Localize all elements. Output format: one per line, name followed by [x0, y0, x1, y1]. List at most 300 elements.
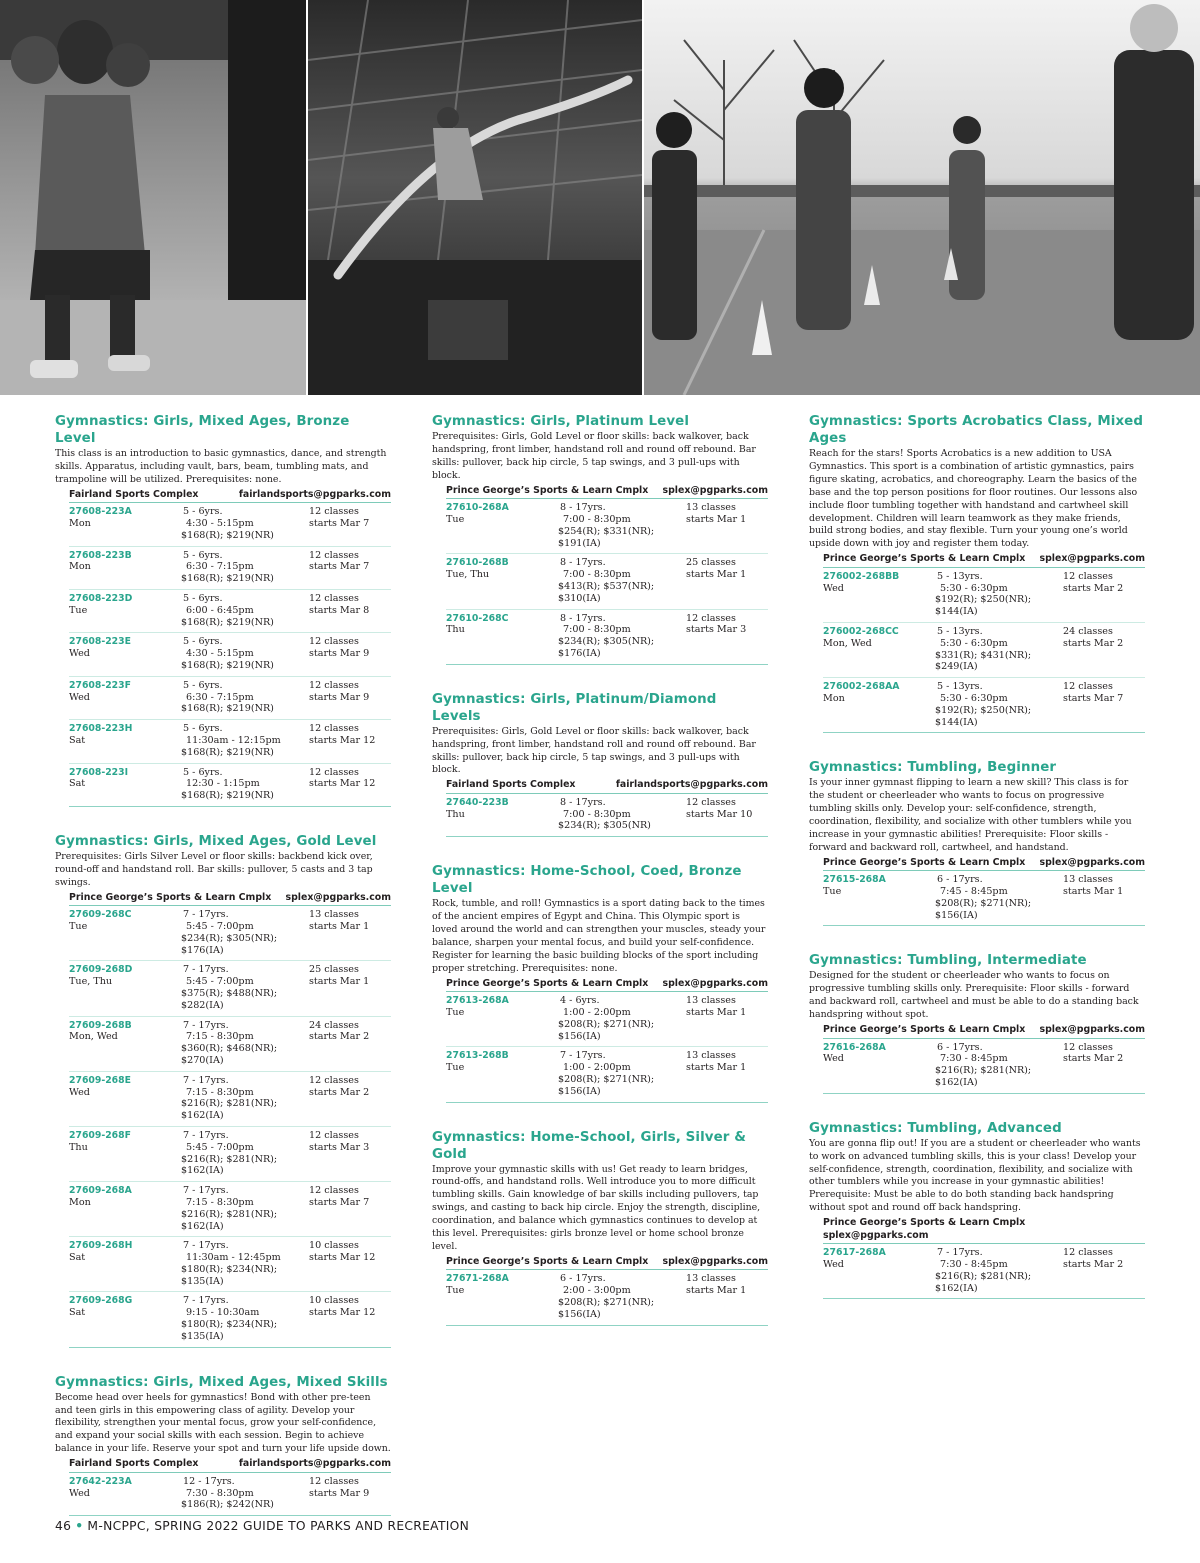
section-description: Prerequisites: Girls Silver Level or floor skills: backbend kick over, round-off and handstand roll. Bar skills: pullover, 5 casts and 3 tap swings.	[55, 850, 373, 888]
course-fee: $360(R); $468(NR); $270(IA)	[181, 1043, 278, 1066]
schedule-row	[69, 677, 391, 720]
course-fee: $192(R); $250(NR); $144(IA)	[935, 594, 1032, 618]
course-id[interactable]: 276002-268BB	[823, 570, 900, 582]
course-days: Tue	[446, 1006, 465, 1018]
photo-boxer	[0, 0, 306, 395]
course-id[interactable]: 27608-223H	[69, 723, 133, 735]
course-id[interactable]: 27609-268A	[69, 1185, 132, 1197]
schedule-row	[823, 1039, 1145, 1093]
course-fee: $168(R); $219(NR)	[181, 746, 274, 758]
course-fee: $186(R); $242(NR)	[181, 1499, 274, 1511]
course-classes: 12 classes	[686, 796, 736, 808]
course-ages: 7 - 17yrs.	[183, 1240, 229, 1252]
schedule-row	[69, 1127, 391, 1182]
course-days: Thu	[69, 1141, 88, 1153]
course-classes: 13 classes	[686, 995, 736, 1007]
course-fee: $208(R); $271(NR); $156(IA)	[558, 1073, 655, 1097]
course-start: starts Mar 3	[686, 624, 747, 636]
row-left	[69, 680, 183, 715]
section-title: Gymnastics: Home-School, Coed, Bronze Level	[432, 864, 742, 897]
row-right	[309, 1075, 391, 1122]
row-right	[686, 995, 768, 1042]
course-fee: $208(R); $271(NR); $156(IA)	[558, 1018, 655, 1042]
page-footer	[55, 1519, 469, 1533]
location-name: Prince George’s Sports & Learn Cmplx	[69, 891, 272, 903]
course-section	[809, 759, 1145, 926]
course-ages: 5 - 6yrs.	[183, 549, 223, 561]
section-description: Prerequisites: Girls, Gold Level or floor skills: back walkover, back handspring, front limber, handstand roll and round off rebound. Bar skills: pullover, back hip circle, 5 tap swings, and 3 pull-ups with block.	[432, 725, 756, 776]
course-ages: 7 - 17yrs.	[183, 1129, 229, 1141]
course-classes: 24 classes	[1063, 625, 1113, 637]
location-header	[446, 1256, 768, 1271]
row-left	[446, 1050, 560, 1097]
row-middle	[183, 1130, 309, 1177]
course-id[interactable]: 27608-223A	[69, 506, 132, 518]
course-start: starts Mar 1	[686, 1285, 747, 1297]
course-classes: 12 classes	[686, 612, 736, 624]
course-time: 4:30 - 5:15pm	[186, 648, 254, 660]
location-contact: splex@pgparks.com	[1039, 856, 1145, 868]
row-right	[309, 767, 391, 802]
row-right	[309, 723, 391, 758]
course-id[interactable]: 27610-268A	[446, 502, 509, 514]
course-days: Thu	[446, 808, 465, 820]
course-classes: 12 classes	[309, 723, 359, 735]
course-fee: $208(R); $271(NR); $156(IA)	[935, 897, 1032, 921]
row-left	[823, 1247, 937, 1294]
course-ages: 7 - 17yrs.	[183, 1185, 229, 1197]
course-id[interactable]: 27640-223B	[446, 796, 509, 808]
course-start: starts Mar 2	[1063, 1053, 1124, 1065]
location-header	[823, 1217, 1145, 1244]
row-left	[823, 626, 937, 673]
schedule-row	[69, 906, 391, 961]
row-middle	[183, 723, 309, 758]
course-id[interactable]: 27609-268D	[69, 964, 133, 976]
course-ages: 5 - 13yrs.	[937, 625, 983, 637]
course-start: starts Mar 8	[309, 604, 370, 616]
course-id[interactable]: 27609-268H	[69, 1240, 133, 1252]
course-ages: 5 - 6yrs.	[183, 723, 223, 735]
course-id[interactable]: 27610-268C	[446, 612, 509, 624]
row-left	[823, 874, 937, 921]
course-start: starts Mar 7	[309, 561, 370, 573]
row-middle	[560, 557, 686, 604]
course-start: starts Mar 12	[309, 1252, 376, 1264]
row-right	[1063, 1247, 1145, 1294]
course-days: Wed	[823, 1258, 844, 1270]
row-right	[309, 550, 391, 585]
row-right	[309, 636, 391, 671]
row-right	[309, 1240, 391, 1287]
course-id[interactable]: 27608-223D	[69, 593, 133, 604]
schedule-row	[69, 503, 391, 546]
schedule-row	[823, 623, 1145, 678]
row-middle	[183, 964, 309, 1011]
course-fee: $216(R); $281(NR); $162(IA)	[181, 1098, 278, 1122]
course-classes: 12 classes	[309, 1129, 359, 1141]
course-id[interactable]: 27613-268B	[446, 1050, 509, 1062]
course-fee: $216(R); $281(NR); $162(IA)	[935, 1270, 1032, 1294]
row-middle	[183, 593, 309, 628]
schedule-row	[446, 610, 768, 664]
row-right	[309, 593, 391, 628]
course-ages: 7 - 17yrs.	[183, 909, 229, 921]
row-middle	[560, 502, 686, 549]
photo-strip	[0, 0, 1200, 395]
schedule-row	[446, 1270, 768, 1324]
row-right	[309, 1020, 391, 1067]
schedule-row	[823, 678, 1145, 732]
course-id[interactable]: 27616-268A	[823, 1041, 886, 1053]
course-fee: $180(R); $234(NR); $135(IA)	[181, 1319, 278, 1342]
location-contact: splex@pgparks.com	[662, 484, 768, 496]
row-left	[446, 502, 560, 549]
row-middle	[560, 1273, 686, 1320]
schedule-table	[446, 485, 768, 665]
course-section	[432, 413, 768, 665]
course-ages: 8 - 17yrs.	[560, 612, 606, 624]
course-time: 6:30 - 7:15pm	[186, 691, 254, 703]
row-middle	[183, 506, 309, 541]
schedule-table	[823, 1024, 1145, 1094]
course-classes: 12 classes	[1063, 681, 1113, 693]
row-right	[309, 1295, 391, 1342]
course-fee: $168(R); $219(NR)	[181, 659, 274, 671]
course-classes: 13 classes	[686, 502, 736, 514]
course-classes: 24 classes	[309, 1019, 359, 1031]
course-start: starts Mar 1	[1063, 886, 1124, 898]
course-classes: 12 classes	[1063, 570, 1113, 582]
schedule-table	[69, 892, 391, 1348]
location-contact: fairlandsports@pgparks.com	[238, 1458, 391, 1470]
course-classes: 12 classes	[1063, 1041, 1113, 1053]
course-time: 7:30 - 8:45pm	[940, 1053, 1008, 1065]
row-left	[69, 909, 183, 956]
course-time: 7:30 - 8:30pm	[186, 1487, 254, 1499]
course-classes: 13 classes	[686, 1050, 736, 1062]
course-time: 7:00 - 8:30pm	[563, 624, 631, 636]
schedule-row	[69, 1292, 391, 1346]
course-time: 7:30 - 8:45pm	[940, 1258, 1008, 1270]
column-2	[432, 413, 768, 1352]
course-classes: 12 classes	[309, 506, 359, 518]
course-classes: 12 classes	[309, 1475, 359, 1487]
row-right	[686, 613, 768, 660]
row-middle	[183, 1185, 309, 1232]
course-id[interactable]: 27608-223B	[69, 549, 132, 561]
location-contact: splex@pgparks.com	[285, 891, 391, 903]
row-left	[446, 613, 560, 660]
schedule-row	[446, 992, 768, 1047]
course-fee: $168(R); $219(NR)	[181, 790, 274, 802]
schedule-row	[69, 1017, 391, 1072]
schedule-row	[69, 1072, 391, 1127]
row-left	[69, 1476, 183, 1511]
course-days: Mon	[69, 518, 91, 530]
course-time: 5:30 - 6:30pm	[940, 582, 1008, 594]
location-header	[823, 857, 1145, 872]
course-id[interactable]: 27613-268A	[446, 995, 509, 1007]
row-left	[69, 1185, 183, 1232]
row-left	[823, 571, 937, 618]
section-title: Gymnastics: Girls, Mixed Ages, Bronze Level	[55, 414, 350, 446]
course-start: starts Mar 12	[309, 1307, 376, 1319]
location-header	[69, 1458, 391, 1473]
location-name: Fairland Sports Complex	[69, 488, 199, 500]
course-id[interactable]: 27608-223F	[69, 679, 131, 691]
section-description: Reach for the stars! Sports Acrobatics is a new addition to USA Gymnastics. This sport is a combination of artistic gymnastics, pairs figure skating, acrobatics, and choreography. Learn the basics of the base and the top person positions for floor routines. Our lessons also include floor tumbling together with handstand and cartwheel skill development. Children will learn teamwork as they make friends, build strong bodies, and stay flexible. Turn your young one’s world upside down with joy and register them today.	[809, 448, 1138, 550]
course-time: 4:30 - 5:15pm	[186, 518, 254, 530]
photo-outdoor-cones	[644, 0, 1200, 395]
course-ages: 12 - 17yrs.	[183, 1475, 235, 1487]
course-id[interactable]: 276002-268CC	[823, 625, 899, 637]
course-days: Sat	[69, 1252, 86, 1264]
course-ages: 7 - 17yrs.	[560, 1050, 606, 1062]
section-description: You are gonna flip out! If you are a student or cheerleader who wants to work on advanced tumbling skills, this is your class! Develop your self-confidence, strength, coordination, flexibility, and socialize with other tumblers while you increase in your gymnastic abilities! Prerequisite: Must be able to do both standing back handspring without spot and round off back handspring.	[809, 1137, 1141, 1214]
course-fee: $234(R); $305(NR)	[558, 820, 651, 832]
course-section	[809, 1120, 1145, 1300]
course-classes: 12 classes	[309, 636, 359, 648]
section-description: Improve your gymnastic skills with us! Get ready to learn bridges, round-offs, and handstand rolls. Well introduce you to more difficult tumbling skills. Gain knowledge of bar skills including pullovers, tap swings, and casting to back hip circle. Enjoy the strength, discipline, coordination, and balance which gymnastics continues to develop at this level. Prerequisites: girls bronze level or home school bronze level.	[432, 1163, 761, 1252]
course-days: Mon, Wed	[823, 637, 872, 649]
row-middle	[560, 995, 686, 1042]
row-left	[446, 557, 560, 604]
section-title: Gymnastics: Girls, Platinum/Diamond Levels	[432, 691, 717, 724]
location-contact: fairlandsports@pgparks.com	[615, 779, 768, 791]
course-start: starts Mar 9	[309, 691, 370, 703]
course-days: Tue, Thu	[69, 976, 113, 988]
course-id[interactable]: 27609-268C	[69, 909, 132, 921]
course-id[interactable]: 27609-268F	[69, 1129, 131, 1141]
footer-text: M-NCPPC, SPRING 2022 GUIDE TO PARKS AND RECREATION	[87, 1519, 470, 1533]
course-start: starts Mar 1	[686, 1062, 747, 1074]
course-classes: 10 classes	[309, 1240, 359, 1252]
section-description: Prerequisites: Girls, Gold Level or floor skills: back walkover, back handspring, front limber, handstand roll and round off rebound. Bar skills: pullover, back hip circle, 5 tap swings, and 3 pull-ups with block.	[432, 431, 756, 481]
course-ages: 7 - 17yrs.	[937, 1247, 983, 1259]
row-right	[1063, 1042, 1145, 1089]
row-right	[686, 557, 768, 604]
course-days: Thu	[446, 624, 465, 636]
course-days: Wed	[69, 1487, 90, 1499]
course-time: 6:00 - 6:45pm	[186, 604, 254, 616]
course-id[interactable]: 276002-268AA	[823, 681, 900, 693]
course-ages: 8 - 17yrs.	[560, 557, 606, 569]
section-description: Designed for the student or cheerleader who wants to focus on progressive tumbling skills only. Prerequisite: Floor skills - forward and backward roll, cartwheel and must be able to do a standing back handspring without spot.	[809, 970, 1139, 1021]
course-days: Wed	[69, 1086, 90, 1098]
course-start: starts Mar 7	[309, 518, 370, 530]
course-ages: 5 - 6yrs.	[183, 593, 223, 604]
schedule-table	[446, 1256, 768, 1326]
course-section	[432, 691, 768, 838]
location-header	[446, 485, 768, 500]
course-ages: 6 - 17yrs.	[560, 1273, 606, 1285]
course-ages: 5 - 13yrs.	[937, 570, 983, 582]
course-days: Wed	[69, 691, 90, 703]
course-time: 6:30 - 7:15pm	[186, 561, 254, 573]
row-middle	[183, 636, 309, 671]
course-classes: 12 classes	[309, 1185, 359, 1197]
row-right	[1063, 571, 1145, 618]
schedule-row	[69, 1182, 391, 1237]
course-days: Mon	[69, 1196, 91, 1208]
course-ages: 7 - 17yrs.	[183, 1295, 229, 1307]
course-ages: 7 - 17yrs.	[183, 1074, 229, 1086]
row-left	[446, 1273, 560, 1320]
course-fee: $375(R); $488(NR); $282(IA)	[181, 987, 278, 1011]
course-id[interactable]: 27609-268G	[69, 1295, 133, 1307]
course-start: starts Mar 9	[309, 1487, 370, 1499]
course-start: starts Mar 2	[1063, 637, 1124, 649]
course-time: 5:45 - 7:00pm	[186, 1141, 254, 1153]
course-fee: $168(R); $219(NR)	[181, 573, 274, 585]
location-name: Fairland Sports Complex	[446, 779, 576, 791]
course-days: Mon, Wed	[69, 1031, 118, 1043]
row-left	[69, 1240, 183, 1287]
course-start: starts Mar 2	[1063, 1258, 1124, 1270]
course-id[interactable]: 27609-268B	[69, 1019, 132, 1031]
location-name: Fairland Sports Complex	[69, 1458, 199, 1470]
schedule-row	[823, 871, 1145, 925]
location-name: Prince George’s Sports & Learn Cmplx	[823, 1217, 1026, 1229]
row-middle	[937, 1042, 1063, 1089]
course-days: Tue	[446, 1285, 465, 1297]
row-left	[823, 1042, 937, 1089]
location-header	[69, 489, 391, 504]
course-classes: 12 classes	[309, 766, 359, 778]
location-contact: splex@pgparks.com	[662, 977, 768, 989]
course-start: starts Mar 9	[309, 648, 370, 660]
course-ages: 8 - 17yrs.	[560, 796, 606, 808]
course-start: starts Mar 1	[309, 976, 370, 988]
row-middle	[183, 1075, 309, 1122]
course-time: 7:00 - 8:30pm	[563, 569, 631, 581]
column-3	[809, 413, 1145, 1325]
section-title: Gymnastics: Girls, Platinum Level	[432, 414, 690, 429]
row-middle	[937, 626, 1063, 673]
course-time: 7:15 - 8:30pm	[186, 1196, 254, 1208]
course-classes: 25 classes	[686, 557, 736, 569]
row-right	[686, 797, 768, 832]
course-classes: 13 classes	[686, 1273, 736, 1285]
schedule-row	[446, 554, 768, 609]
course-classes: 12 classes	[309, 1074, 359, 1086]
course-days: Tue	[69, 604, 88, 616]
row-middle	[183, 767, 309, 802]
course-classes: 25 classes	[309, 964, 359, 976]
row-middle	[560, 613, 686, 660]
course-ages: 5 - 13yrs.	[937, 681, 983, 693]
course-id[interactable]: 27609-268E	[69, 1074, 131, 1086]
course-id[interactable]: 27610-268B	[446, 557, 509, 569]
course-fee: $216(R); $281(NR); $162(IA)	[935, 1065, 1032, 1088]
schedule-row	[446, 1047, 768, 1101]
course-id[interactable]: 27608-223E	[69, 636, 131, 648]
row-right	[1063, 681, 1145, 728]
row-right	[309, 964, 391, 1011]
course-days: Tue	[446, 513, 465, 525]
course-fee: $168(R); $219(NR)	[181, 703, 274, 715]
column-1	[55, 413, 391, 1542]
row-left	[69, 1020, 183, 1067]
course-fee: $254(R); $331(NR); $191(IA)	[558, 525, 655, 549]
row-right	[686, 502, 768, 549]
schedule-table	[823, 1217, 1145, 1299]
course-days: Mon	[69, 561, 91, 573]
course-time: 7:00 - 8:30pm	[563, 808, 631, 820]
course-fee: $208(R); $271(NR); $156(IA)	[558, 1296, 655, 1320]
location-name: Prince George’s Sports & Learn Cmplx	[823, 553, 1026, 565]
course-ages: 6 - 17yrs.	[937, 1041, 983, 1053]
row-right	[309, 1130, 391, 1177]
row-right	[686, 1050, 768, 1097]
course-ages: 4 - 6yrs.	[560, 995, 600, 1007]
section-title: Gymnastics: Tumbling, Beginner	[809, 760, 1057, 776]
location-name: Prince George’s Sports & Learn Cmplx	[446, 977, 649, 989]
course-start: starts Mar 2	[309, 1086, 370, 1098]
course-days: Tue	[69, 920, 88, 932]
course-fee: $168(R); $219(NR)	[181, 529, 274, 541]
row-left	[446, 797, 560, 832]
course-section	[55, 833, 391, 1348]
location-name: Prince George’s Sports & Learn Cmplx	[446, 1255, 649, 1267]
row-left	[69, 723, 183, 758]
course-section	[432, 863, 768, 1102]
course-days: Sat	[69, 734, 86, 746]
course-id[interactable]: 27642-223A	[69, 1475, 132, 1487]
location-header	[446, 978, 768, 993]
row-right	[686, 1273, 768, 1320]
course-days: Sat	[69, 778, 86, 790]
course-ages: 5 - 6yrs.	[183, 679, 223, 691]
course-start: starts Mar 12	[309, 734, 376, 746]
schedule-table	[446, 978, 768, 1103]
course-ages: 6 - 17yrs.	[937, 874, 983, 886]
schedule-row	[69, 1237, 391, 1292]
course-time: 5:45 - 7:00pm	[186, 976, 254, 988]
section-description: Rock, tumble, and roll! Gymnastics is a sport dating back to the times of the ancient empires of Egypt and China. This Olympic sport is loved around the world and can strengthen your muscles, steady your balance, sharpen your mental focus, and build your self-confidence. Register for learning the basic building blocks of the sport including proper stretching. Prerequisites: none.	[432, 898, 766, 974]
row-left	[69, 593, 183, 628]
course-id[interactable]: 27608-223I	[69, 766, 129, 778]
course-section	[55, 413, 391, 807]
row-middle	[183, 550, 309, 585]
course-id[interactable]: 27615-268A	[823, 874, 886, 886]
course-classes: 12 classes	[309, 549, 359, 561]
course-days: Mon	[823, 692, 845, 704]
schedule-row	[69, 720, 391, 763]
schedule-table	[69, 1458, 391, 1516]
course-section	[809, 413, 1145, 733]
course-days: Tue	[823, 886, 842, 898]
course-time: 1:00 - 2:00pm	[563, 1062, 631, 1074]
course-id[interactable]: 27617-268A	[823, 1247, 886, 1259]
course-fee: $216(R); $281(NR); $162(IA)	[181, 1208, 278, 1232]
location-contact: splex@pgparks.com	[662, 1255, 768, 1267]
location-header	[823, 1024, 1145, 1039]
schedule-row	[446, 499, 768, 554]
course-id[interactable]: 27671-268A	[446, 1273, 509, 1285]
location-name: Prince George’s Sports & Learn Cmplx	[446, 484, 649, 496]
course-start: starts Mar 10	[686, 808, 753, 820]
row-middle	[183, 1240, 309, 1287]
row-left	[69, 636, 183, 671]
row-middle	[937, 1247, 1063, 1294]
location-header	[823, 553, 1145, 568]
course-time: 11:30am - 12:15pm	[186, 734, 281, 746]
row-right	[1063, 874, 1145, 921]
course-ages: 7 - 17yrs.	[183, 1019, 229, 1031]
course-fee: $234(R); $305(NR); $176(IA)	[558, 636, 655, 659]
